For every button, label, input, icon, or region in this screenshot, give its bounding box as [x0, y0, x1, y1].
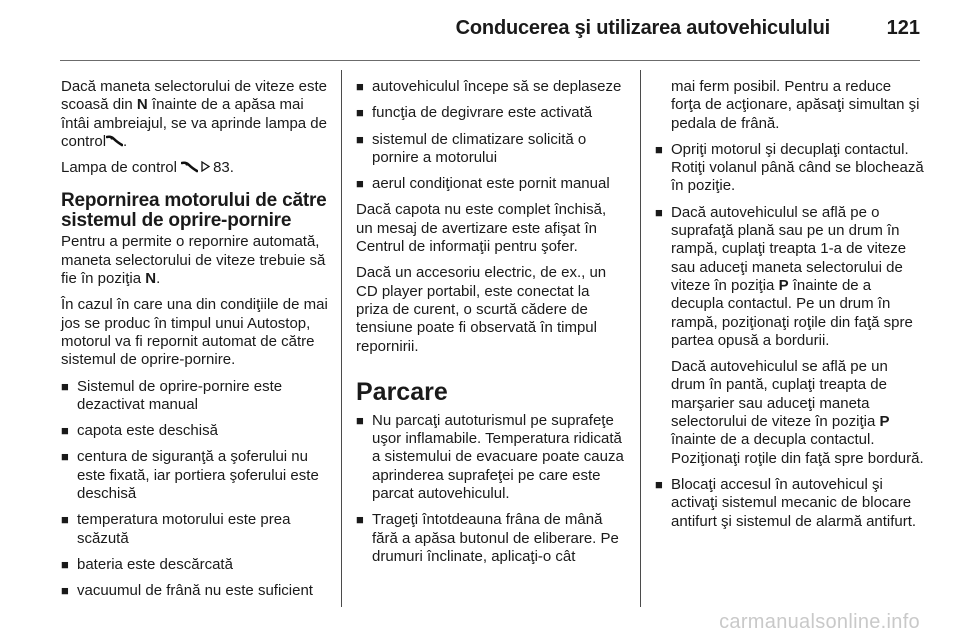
paragraph: Pentru a permite o repornire automată, maneta selectorului de viteze trebuie să fie în poziţia N.: [61, 233, 326, 288]
column-3: [655, 78, 925, 539]
paragraph: Dacă capota nu este complet închisă, un mesaj de avertizare este afişat în Centrul de informaţii pentru şofer.: [356, 201, 607, 256]
column-2: [356, 78, 626, 574]
list-item: ■ aerul condiţionat este pornit manual: [356, 175, 610, 193]
bullet-icon: ■: [655, 141, 663, 157]
list-item: ■ Opriţi motorul şi decuplaţi contactul. Rotiţi volanul până când se blochează în poziţie.: [655, 140, 924, 195]
bullet-icon: ■: [61, 423, 69, 439]
watermark: carmanualsonline.info: [719, 611, 920, 633]
bullet-icon: ■: [655, 204, 663, 220]
list-item: ■ temperatura motorului este prea scăzută: [61, 511, 291, 547]
list-item: ■ bateria este descărcată: [61, 555, 233, 573]
paragraph: Dacă un accesoriu electric, de ex., un CD player portabil, este conectat la priza de curent, o scurtă cădere de tensiune poate fi observată în timpul repornirii.: [356, 264, 607, 355]
section-title: Parcare: [356, 377, 448, 406]
bullet-icon: ■: [356, 412, 364, 428]
list-item: ■ Nu parcaţi autoturismul pe suprafeţe uşor inflamabile. Temperatura ridicată a sistemului de evacuare poate cauza aprinderea suprafeţei pe care este parcat autovehiculul.: [356, 411, 624, 503]
stop-start-lamp-icon: [106, 135, 123, 147]
list-item: ■ funcţia de degivrare este activată: [356, 104, 593, 122]
paragraph: Lampa de control 83.: [61, 159, 234, 177]
list-item: ■ vacuumul de frână nu este suficient: [61, 582, 313, 600]
bullet-icon: ■: [655, 476, 663, 492]
bullet-icon: ■: [61, 583, 69, 599]
list-item: ■ centura de siguranţă a şoferului nu este fixată, iar portiera şoferului este deschisă: [61, 448, 319, 503]
list-item: ■ Sistemul de oprire-pornire este dezactivat manual: [61, 377, 283, 413]
page-number: 121: [886, 17, 920, 39]
bullet-icon: ■: [356, 512, 364, 528]
list-item: ■ Blocaţi accesul în autovehicul şi activaţi sistemul mecanic de blocare antifurt şi sistemul de alarmă antifurt.: [655, 475, 917, 530]
list-item-continuation: mai ferm posibil. Pentru a reduce forţa de acţionare, apăsaţi simultan şi pedala de frână.: [671, 78, 920, 132]
list-item: ■ autovehiculul începe să se deplaseze: [356, 78, 622, 95]
list-item-continuation: Dacă autovehiculul se află pe un drum în pantă, cuplaţi treapta de marşarier sau aduceţi maneta selectorului de viteze în poziţia P înainte de a decupla contactul. Poziţionaţi roţile din faţă spre bordură.: [671, 358, 924, 467]
list-item: ■ Trageţi întotdeauna frâna de mână fără a apăsa butonul de eliberare. Pe drumuri înclinate, aplicaţi-o cât: [356, 511, 619, 565]
page-reference-icon: [200, 161, 211, 172]
section-heading: Repornirea motorului de către sistemul de oprire-pornire: [61, 190, 327, 232]
header-title: Conducerea şi utilizarea autovehiculului: [455, 17, 830, 39]
bullet-icon: ■: [356, 105, 364, 121]
bullet-icon: ■: [61, 378, 69, 394]
page-header: [0, 0, 960, 60]
paragraph: Dacă maneta selectorului de viteze este scoasă din N înainte de a apăsa mai întâi ambreiajul, se va aprinde lampa de control .: [61, 78, 327, 150]
list-item: ■ capota este deschisă: [61, 422, 218, 440]
bullet-icon: ■: [61, 449, 69, 465]
column-1: [61, 78, 329, 609]
stop-start-lamp-icon: [181, 161, 198, 173]
list-item: ■ sistemul de climatizare solicită o pornire a motorului: [356, 130, 587, 166]
bullet-icon: ■: [61, 512, 69, 528]
column-divider-1: [341, 70, 342, 607]
list-item: ■ Dacă autovehiculul se află pe o suprafaţă plană sau pe un drum în rampă, cuplaţi treapta 1-a de viteze sau aduceţi maneta selectorului de viteze în poziţia P înainte de a decupla contactul. Pe un drum în rampă, poziţionaţi roţile din faţă spre partea opusă a bordurii.: [655, 203, 913, 349]
column-divider-2: [640, 70, 641, 607]
bullet-icon: ■: [61, 556, 69, 572]
header-divider: [60, 60, 920, 61]
bullet-icon: ■: [356, 176, 364, 192]
bullet-icon: ■: [356, 79, 364, 94]
paragraph: În cazul în care una din condiţiile de mai jos se produc în timpul unui Autostop, motorul va fi repornit automat de către sistemul de oprire-pornire.: [61, 296, 328, 369]
bullet-icon: ■: [356, 131, 364, 147]
